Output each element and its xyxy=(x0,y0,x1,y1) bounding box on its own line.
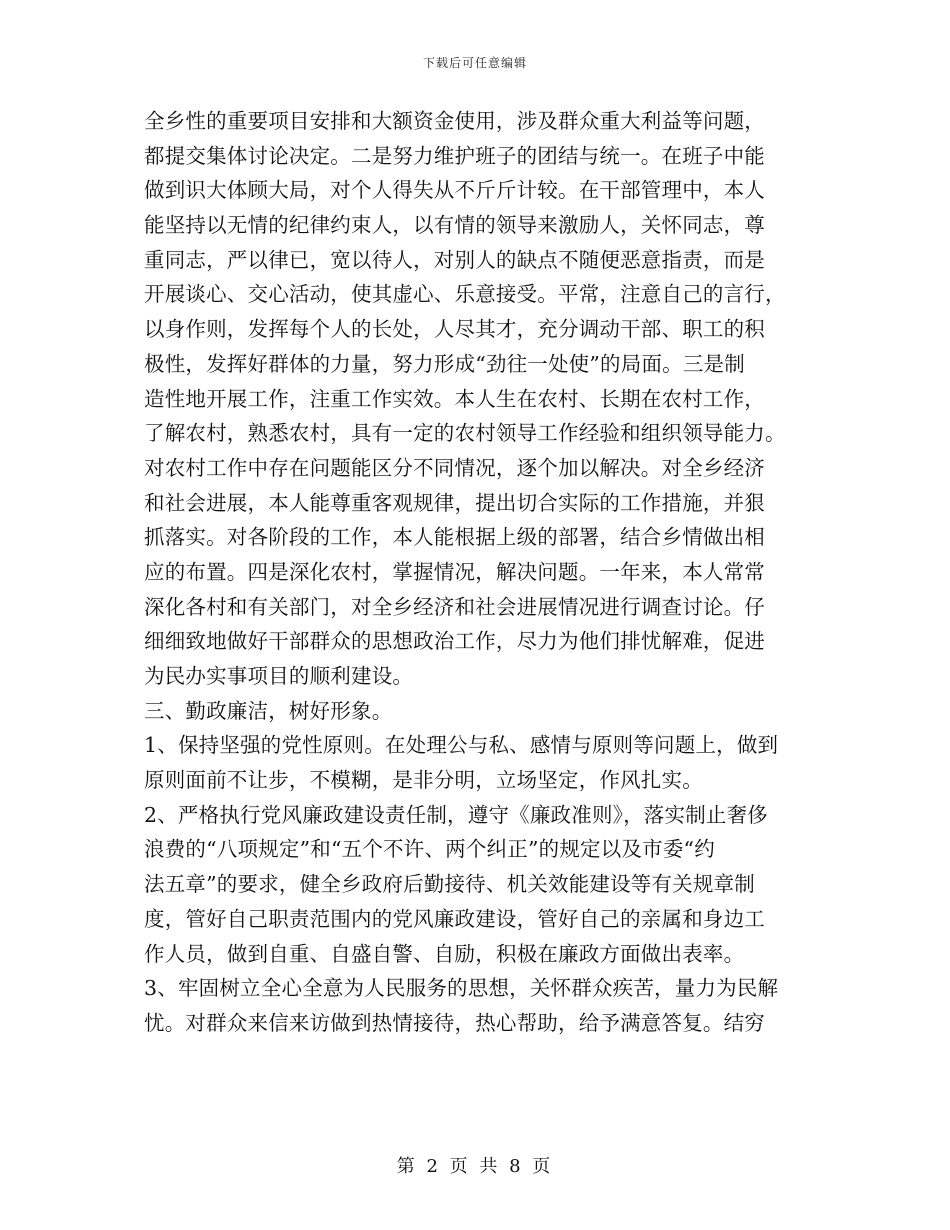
text-line: 1、保持坚强的党性原则。在处理公与私、感情与原则等问题上，做到 xyxy=(144,733,779,758)
section-heading: 三、勤政廉洁，树好形象。 xyxy=(144,698,393,723)
text-line: 了解农村，熟悉农村，具有一定的农村领导工作经验和组织领导能力。 xyxy=(144,421,786,446)
page-header: 下载后可任意编辑 xyxy=(422,56,527,70)
text-line: 原则面前不让步，不模糊，是非分明，立场坚定，作风扎实。 xyxy=(144,768,703,793)
text-line: 全乡性的重要项目安排和大额资金使用，涉及群众重大利益等问题， xyxy=(144,109,765,133)
text-line: 3、牢固树立全心全意为人民服务的思想，关怀群众疾苦，量力为民解 xyxy=(144,976,779,1001)
text-line: 以身作则，发挥每个人的长处，人尽其才，充分调动干部、职工的积 xyxy=(144,317,765,342)
text-line: 抓落实。对各阶段的工作，本人能根据上级的部署，结合乡情做出相 xyxy=(144,525,765,550)
text-line: 细细致地做好干部群众的思想政治工作，尽力为他们排忧解难，促进 xyxy=(144,629,765,654)
text-line: 忧。对群众来信来访做到热情接待，热心帮助，给予满意答复。结穷 xyxy=(144,1010,765,1035)
text-line: 对农村工作中存在问题能区分不同情况，逐个加以解决。对全乡经济 xyxy=(144,455,765,480)
text-line: 深化各村和有关部门，对全乡经济和社会进展情况进行调查讨论。仔 xyxy=(144,594,765,619)
text-line: 造性地开展工作，注重工作实效。本人生在农村、长期在农村工作， xyxy=(144,386,765,411)
text-line: 重同志，严以律已，宽以待人，对别人的缺点不随便恶意指责，而是 xyxy=(144,247,765,272)
text-line: 都提交集体讨论决定。二是努力维护班子的团结与统一。在班子中能 xyxy=(144,143,765,168)
text-line: 和社会进展，本人能尊重客观规律，提出切合实际的工作措施，并狠 xyxy=(144,490,765,515)
text-line: 极性，发挥好群体的力量，努力形成“劲往一处使”的局面。三是制 xyxy=(144,351,745,376)
text-line: 作人员，做到自重、自盛自警、自励，积极在廉政方面做出表率。 xyxy=(144,941,745,966)
page-footer: 第 2 页 共 8 页 xyxy=(396,1156,554,1177)
text-line: 法五章”的要求，健全乡政府后勤接待、机关效能建设等有关规章制 xyxy=(144,872,755,897)
text-line: 做到识大体顾大局，对个人得失从不斤斤计较。在干部管理中，本人 xyxy=(144,178,765,203)
text-line: 应的布置。四是深化农村，掌握情况，解决问题。一年来，本人常常 xyxy=(144,559,765,584)
text-line: 能坚持以无情的纪律约束人，以有情的领导来激励人，关怀同志，尊 xyxy=(144,213,765,238)
document-body xyxy=(144,104,824,1041)
text-line: 为民办实事项目的顺利建设。 xyxy=(144,664,414,688)
text-line: 度，管好自己职责范围内的党风廉政建设，管好自己的亲属和身边工 xyxy=(144,906,765,931)
text-line: 2、严格执行党风廉政建设责任制，遵守《廉政准则》，落实制止奢侈 xyxy=(144,802,768,827)
text-line: 浪费的“八项规定”和“五个不许、两个纠正”的规定以及市委“约 xyxy=(144,837,715,862)
text-line: 开展谈心、交心活动，使其虚心、乐意接受。平常，注意自己的言行， xyxy=(144,282,786,307)
